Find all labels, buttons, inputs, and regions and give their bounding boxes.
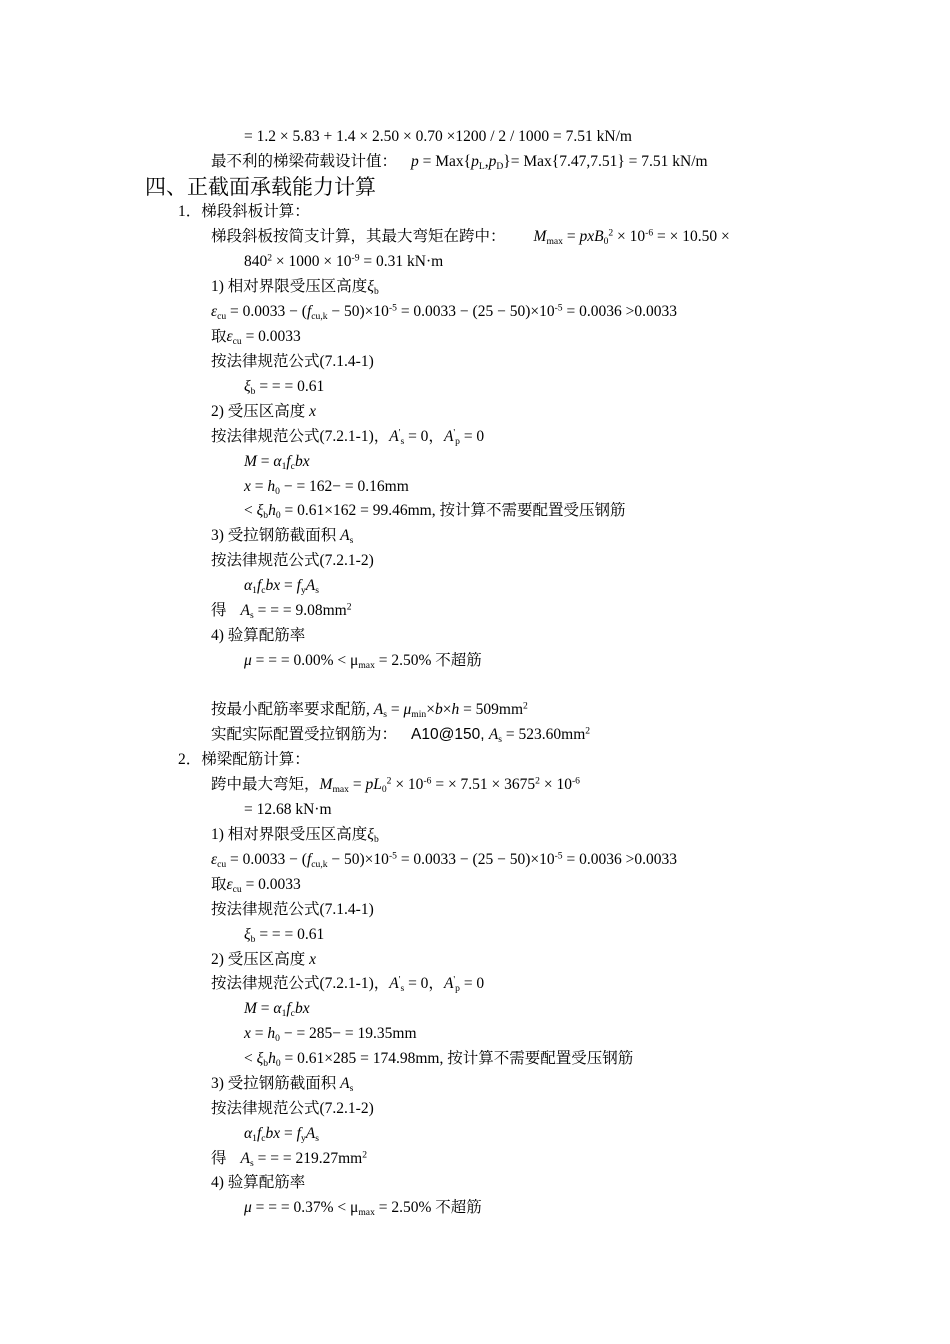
part2-title: 2．梯梁配筋计算： xyxy=(178,751,310,768)
part1-mu-check: μ = = = $0.00\% < \mu_{max} = 2.50\%$ 不超筋 xyxy=(244,652,482,671)
part1-as-value: 得 $A_s$ = = = $9.08mm^2$ xyxy=(211,601,352,621)
part2-code-7212: 按法律规范公式(7.2.1-2) xyxy=(211,1100,374,1117)
part2-step1-title: 1) 相对界限受压区高度$\xi_b$ xyxy=(211,826,379,845)
part1-code-7211: 按法律规范公式(7.2.1-1)，$A'_s = 0$，$A'_p = 0$ xyxy=(211,427,485,447)
part2-x-check: < $\xi_bh_0 = 0.61\times 285 = 174.98mm$, 按计算不需要配置受压钢筋 xyxy=(244,1050,634,1069)
part2-as-value: 得 $A_s$ = = = $219.27mm^2$ xyxy=(211,1149,367,1169)
part1-code-7212: 按法律规范公式(7.2.1-2) xyxy=(211,552,374,569)
part2-x-value: $x = h_0$ − = 285− = 19.35mm xyxy=(244,1025,417,1044)
part1-step3-title: 3) 受拉钢筋截面积 $A_s$ xyxy=(211,527,354,546)
part1-step2-title: 2) 受压区高度 x xyxy=(211,403,317,420)
part2-step4-title: 4) 验算配筋率 xyxy=(211,1174,306,1191)
part2-xi-value: $\xi_b$ = = = 0.61 xyxy=(244,926,325,945)
part1-min-rebar: 按最小配筋率要求配筋, $A_s = \mu_{min}\times b\times h = 509mm^2$ xyxy=(211,700,528,720)
part1-x-check: < $\xi_bh_0 = 0.61\times 162 = 99.46mm$, 按计算不需要配置受压钢筋 xyxy=(244,502,626,521)
part2-eps-take: 取$\varepsilon_{cu} = 0.0033$ xyxy=(211,876,301,895)
part2-step3-title: 3) 受拉钢筋截面积 $A_s$ xyxy=(211,1075,354,1094)
part1-xi-value: $\xi_b$ = = = 0.61 xyxy=(244,378,325,397)
part1-code-7141: 按法律规范公式(7.1.4-1) xyxy=(211,353,374,370)
section-heading: 四、正截面承载能力计算 xyxy=(145,175,376,199)
part2-eps-formula: $\varepsilon_{cu} = 0.0033 - (f_{cu,k} - 50)\times 10^{-5} = 0.0033 - (25 - 50)\times 10^{-5} = 0.0036 >0.0033$ xyxy=(211,850,677,870)
part2-moment-result: = 12.68 kN·m xyxy=(244,801,332,818)
part2-equilibrium-eq: $\alpha_1f_cbx = f_yA_s$ xyxy=(244,1125,319,1144)
part2-code-7211: 按法律规范公式(7.2.1-1)，$A'_s = 0$，$A'_p = 0$ xyxy=(211,974,485,994)
part1-step4-title: 4) 验算配筋率 xyxy=(211,627,306,644)
part1-equilibrium-eq: $\alpha_1f_cbx = f_yA_s$ xyxy=(244,577,319,596)
part1-step1-title: 1) 相对界限受压区高度$\xi_b$ xyxy=(211,278,379,297)
part1-x-value: $x = h_0$ − = 162− = 0.16mm xyxy=(244,478,409,497)
part2-mu-check: μ = = = $0.37\% < \mu_{max} = 2.50\%$ 不超筋 xyxy=(244,1199,482,1218)
part1-actual-rebar: 实配实际配置受拉钢筋为： A10@150, $A_s = 523.60mm^2$ xyxy=(211,725,591,745)
part1-eps-take: 取$\varepsilon_{cu} = 0.0033$ xyxy=(211,328,301,347)
part2-moment-line: 跨中最大弯矩，$M_{max} = pL_0^2 \times 10^{-6}$ = × $7.51 \times 3675^2 \times 10^{-6}$ xyxy=(211,775,580,795)
load-combination-line: = 1.2 × 5.83 + 1.4 × 2.50 × 0.70 ×1200 / 2 / 1000 = 7.51 kN/m xyxy=(244,128,632,145)
part2-step2-title: 2) 受压区高度 x xyxy=(211,951,317,968)
part1-moment-line: 梯段斜板按简支计算，其最大弯矩在跨中： $M_{max} = pxB_0^2 \times 10^{-6}$ = × 10.50 × xyxy=(211,227,730,247)
part1-title: 1．梯段斜板计算： xyxy=(178,203,310,220)
part1-moment-line2: $840^2 \times 1000 \times 10^{-9} = 0.31$ kN·m xyxy=(244,252,444,270)
part2-code-7141: 按法律规范公式(7.1.4-1) xyxy=(211,901,374,918)
part1-moment-eq: $M = \alpha_1f_cbx$ xyxy=(244,453,310,472)
part2-moment-eq: $M = \alpha_1f_cbx$ xyxy=(244,1000,310,1019)
design-load-line: 最不利的梯梁荷载设计值： $p = Max\{p_L,p_D\}= Max\{7.47,7.51\} = 7.51$ kN/m xyxy=(211,153,708,172)
part1-eps-formula: $\varepsilon_{cu} = 0.0033 - (f_{cu,k} - 50)\times 10^{-5} = 0.0033 - (25 - 50)\times 10^{-5} = 0.0036 >0.0033$ xyxy=(211,302,677,322)
